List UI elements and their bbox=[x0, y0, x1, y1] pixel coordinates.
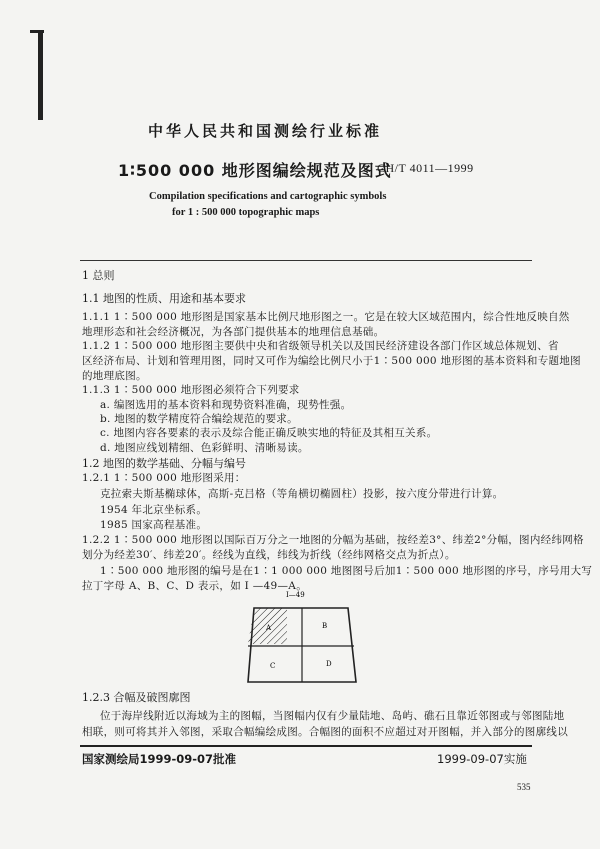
org-header: 中华人民共和国测绘行业标准 bbox=[148, 122, 383, 140]
requirement-c: c. 地图内容各要素的表示及综合能正确反映实地的特征及其相互关系。 bbox=[100, 427, 438, 439]
paragraph-1-1-2-line-1: 1.1.2 1∶500 000 地形图主要供中央和省级领导机关以及国民经济建设各部门作区域总体规划、省 bbox=[82, 340, 559, 352]
title-en-line-2: for 1 : 500 000 topographic maps bbox=[172, 207, 320, 218]
section-1-1-heading: 1.1 地图的性质、用途和基本要求 bbox=[82, 292, 246, 305]
paragraph-1-1-1-line-2: 地理形态和社会经济概况，为各部门提供基本的地理信息基础。 bbox=[82, 326, 385, 338]
paragraph-1-2-3-line-2: 相联，则可将其并入邻图，采取合幅编绘成图。合幅图的面积不应超过对开图幅，并入部分的图廓线以 bbox=[82, 726, 568, 738]
paragraph-1-2-1-item-2: 1954 年北京坐标系。 bbox=[100, 504, 208, 516]
paragraph-1-1-3: 1.1.3 1∶500 000 地形图必须符合下列要求 bbox=[82, 384, 300, 396]
paragraph-1-1-2-line-3: 的地理底图。 bbox=[82, 370, 147, 382]
sheet-division-diagram bbox=[240, 586, 364, 686]
section-1-2-3-heading: 1.2.3 合幅及破图廓图 bbox=[82, 691, 191, 704]
title-cn: 1∶500 000 地形图编绘规范及图式 bbox=[118, 161, 392, 180]
paragraph-1-2-2-line-2: 划分为经差30′、纬差20′。经线为直线，纬线为折线（经纬网格交点为折点）。 bbox=[82, 549, 456, 561]
quadrant-label: A bbox=[266, 624, 272, 632]
section-1-heading: 1 总则 bbox=[82, 269, 115, 282]
paragraph-1-2-2-line-1: 1.2.2 1∶500 000 地形图以国际百万分之一地图的分幅为基础，按经差3°、纬差2°分幅，图内经纬网格 bbox=[82, 534, 584, 546]
header-divider bbox=[80, 260, 532, 261]
paragraph-1-2-1: 1.2.1 1∶500 000 地形图采用： bbox=[82, 472, 246, 484]
quadrant-label: D bbox=[326, 660, 332, 668]
page-number: 535 bbox=[517, 782, 531, 792]
paragraph-1-2-1-item-3: 1985 国家高程基准。 bbox=[100, 519, 208, 531]
quadrant-label: C bbox=[270, 662, 276, 670]
paragraph-1-2-3-line-1: 位于海岸线附近以海域为主的图幅，当图幅内仅有少量陆地、岛屿、礁石且靠近邻图或与邻图陆地 bbox=[100, 710, 565, 722]
paragraph-1-2-2-line-3: 1∶500 000 地形图的编号是在1∶1 000 000 地图图号后加1∶500 000 地形图的序号，序号用大写 bbox=[100, 565, 593, 577]
scan-edge-bar bbox=[38, 30, 43, 120]
approval-date: 国家测绘局1999-09-07批准 bbox=[82, 752, 237, 766]
requirement-b: b. 地图的数学精度符合编绘规范的要求。 bbox=[100, 413, 298, 425]
requirement-a: a. 编图选用的基本资料和现势资料准确，现势性强。 bbox=[100, 399, 352, 411]
diagram-top-label: I—49 bbox=[286, 591, 305, 599]
footer-divider bbox=[80, 745, 532, 747]
standard-code: CH/T 4011—1999 bbox=[377, 161, 474, 175]
requirement-d: d. 地图应线划精细、色彩鲜明、清晰易读。 bbox=[100, 442, 309, 454]
paragraph-1-1-2-line-2: 区经济布局、计划和管理用图，同时又可作为编绘比例尺小于1∶500 000 地形图的基本资料和专题地图 bbox=[82, 355, 581, 367]
quadrant-label: B bbox=[322, 622, 328, 630]
section-1-2-heading: 1.2 地图的数学基础、分幅与编号 bbox=[82, 457, 246, 470]
paragraph-1-2-1-item-1: 克拉索夫斯基椭球体，高斯-克吕格（等角横切椭圆柱）投影，按六度分带进行计算。 bbox=[100, 488, 504, 500]
title-en-line-1: Compilation specifications and cartographic symbols bbox=[149, 191, 387, 202]
paragraph-1-2-2-line-4: 拉丁字母 A、B、C、D 表示，如 I —49—A。 bbox=[82, 580, 307, 592]
implementation-date: 1999-09-07实施 bbox=[437, 752, 527, 766]
paragraph-1-1-1-line-1: 1.1.1 1∶500 000 地形图是国家基本比例尺地形图之一。它是在较大区域范围内，综合性地反映自然 bbox=[82, 311, 570, 323]
